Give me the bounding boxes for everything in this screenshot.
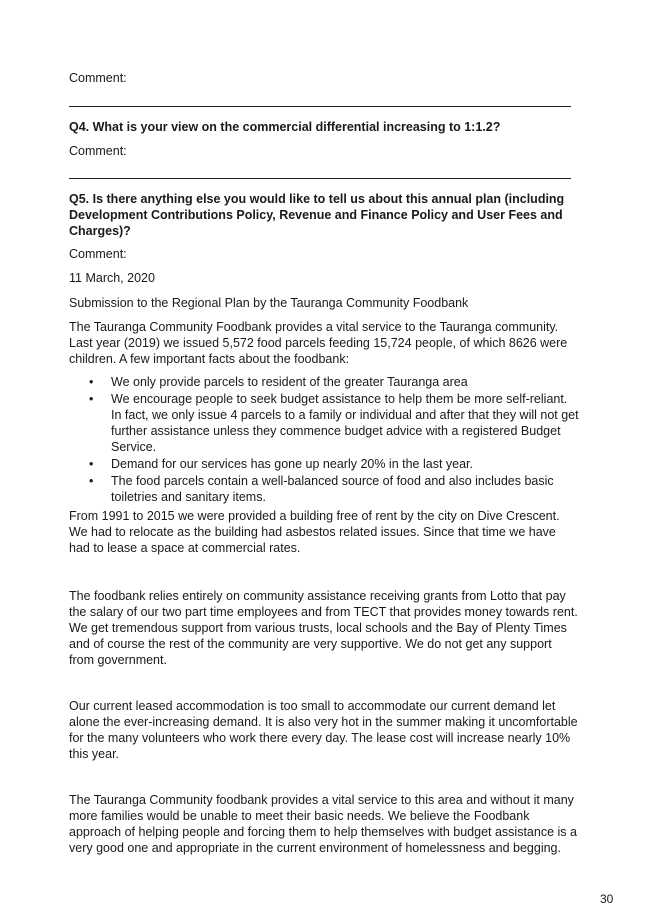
q5-comment-label: Comment: [69,247,127,261]
conclusion-paragraph: The Tauranga Community foodbank provides a vital service to this area and without it many more families would be unable to meet their basic needs. We believe the Foodbank approach of helping people and forcing them to help themselves with budget assistance is a very good one and appropriate in the current environment of homelessness and begging. [69,793,577,855]
list-item: • We only provide parcels to resident of the greater Tauranga area [89,375,468,389]
submission-date: 11 March, 2020 [69,271,155,285]
divider-rule [69,106,571,107]
q4-question: Q4. What is your view on the commercial differential increasing to 1:1.2? [69,120,501,134]
q5-question: Q5. Is there anything else you would like to tell us about this annual plan (including Development Contributions Policy, Revenue and Finance Policy and User Fees and Charges)? [69,192,565,238]
intro-paragraph: The Tauranga Community Foodbank provides a vital service to the Tauranga community. Last year (2019) we issued 5,572 food parcels feeding 15,724 people, of which 8626 were children. A few important facts about the foodbank: [69,320,568,366]
q3-comment-label: Comment: [69,71,127,85]
bullet-icon: • [89,457,94,471]
list-item: • The food parcels contain a well-balanced source of food and also includes basic toiletries and sanitary items. [89,474,554,504]
funding-paragraph: The foodbank relies entirely on community assistance receiving grants from Lotto that pay the salary of our two part time employees and from TECT that provides money towards rent. We get tremendous support from various trusts, local schools and the Bay of Plenty Times and of course the rest of the community are very supportive. We do not get any support from government. [69,589,578,667]
accommodation-paragraph: Our current leased accommodation is too small to accommodate our current demand let alone the ever-increasing demand. It is also very hot in the summer making it uncomfortable for the many volunteers who work there every day. The lease cost will increase nearly 10% this year. [69,699,578,761]
facts-list [69,374,579,506]
list-item: • Demand for our services has gone up nearly 20% in the last year. [89,457,474,471]
bullet-icon: • [89,375,94,389]
bullet-icon: • [89,392,94,406]
divider-rule [69,178,571,179]
submission-title: Submission to the Regional Plan by the Tauranga Community Foodbank [69,296,469,310]
page-number: 30 [600,892,614,906]
history-paragraph: From 1991 to 2015 we were provided a building free of rent by the city on Dive Crescent. We had to relocate as the building had asbestos related issues. Since that time we have had to lease a space at commercial rates. [69,509,560,555]
list-item: • We encourage people to seek budget assistance to help them be more self-reliant. In fact, we only issue 4 parcels to a family or individual and after that they will not get further assistance unless they commence budget advice with a registered Budget Service. [89,392,579,454]
bullet-icon: • [89,474,94,488]
q4-comment-label: Comment: [69,144,127,158]
